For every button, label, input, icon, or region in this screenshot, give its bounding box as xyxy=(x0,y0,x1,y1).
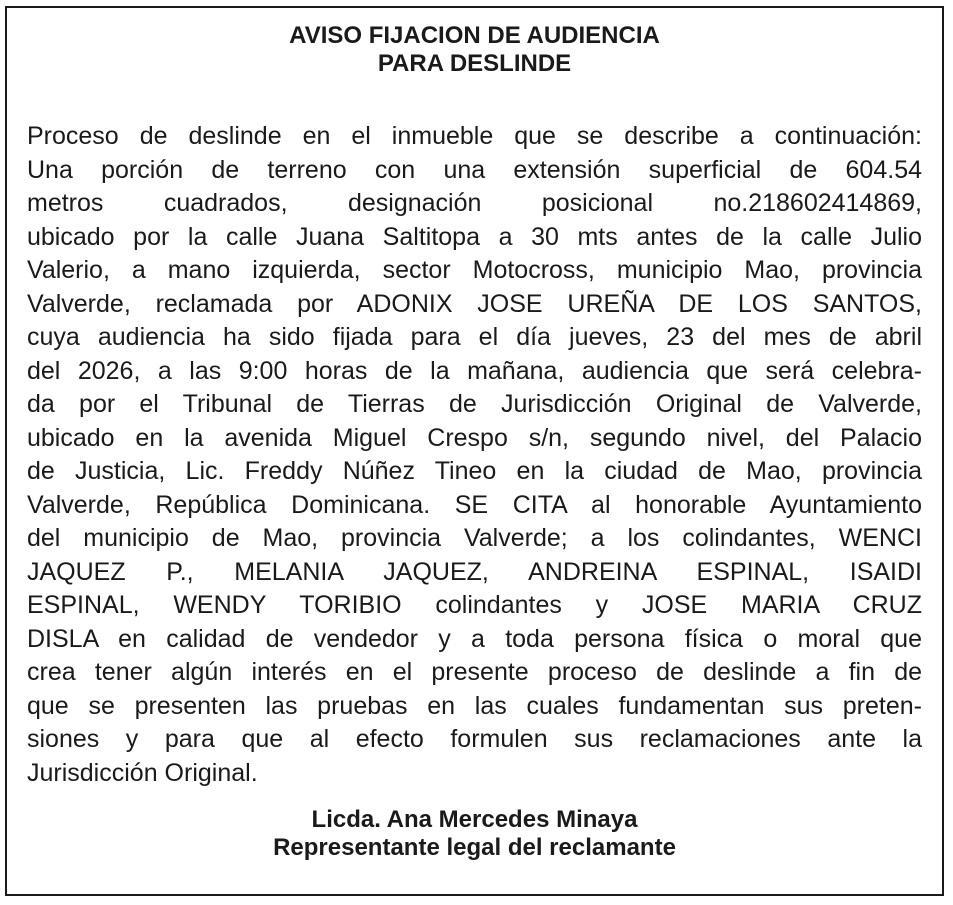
notice-body-line: Jurisdicción Original. xyxy=(27,758,258,787)
notice-title-line: AVISO FIJACION DE AUDIENCIA xyxy=(289,22,660,49)
signatory-name: Licda. Ana Mercedes Minaya xyxy=(311,806,638,833)
notice-body-line: de Justicia, Lic. Freddy Núñez Tineo en la ciudad de Mao, provincia xyxy=(27,457,922,485)
notice-body-line: JAQUEZ P., MELANIA JAQUEZ, ANDREINA ESPINAL, ISAIDI xyxy=(27,557,922,586)
legal-notice xyxy=(5,6,944,896)
notice-body xyxy=(27,120,922,790)
notice-body-line: ESPINAL, WENDY TORIBIO colindantes y JOSE MARIA CRUZ xyxy=(27,591,922,619)
notice-body-line: cuya audiencia ha sido fijada para el día jueves, 23 del mes de abril xyxy=(27,323,922,351)
notice-body-line: siones y para que al efecto formulen sus reclamaciones ante la xyxy=(27,725,922,753)
notice-title-line: PARA DESLINDE xyxy=(377,50,572,77)
signature-block xyxy=(7,806,942,862)
notice-body-line: ubicado en la avenida Miguel Crespo s/n, segundo nivel, del Palacio xyxy=(27,423,922,452)
notice-title xyxy=(7,22,942,78)
notice-body-line: Una porción de terreno con una extensión superficial de 604.54 xyxy=(27,155,922,184)
notice-body-line: del 2026, a las 9:00 horas de la mañana, audiencia que será celebra- xyxy=(27,356,922,385)
notice-body-line: Valerio, a mano izquierda, sector Motocross, municipio Mao, provincia xyxy=(27,256,922,284)
notice-body-line: ubicado por la calle Juana Saltitopa a 30 mts antes de la calle Julio xyxy=(27,222,922,251)
notice-body-line: Proceso de deslinde en el inmueble que se describe a continuación: xyxy=(27,122,922,150)
notice-body-line: crea tener algún interés en el presente proceso de deslinde a fin de xyxy=(27,658,922,686)
notice-body-line: metros cuadrados, designación posicional no.218602414869, xyxy=(27,189,922,217)
notice-body-line: Valverde, reclamada por ADONIX JOSE UREÑA DE LOS SANTOS, xyxy=(27,289,922,318)
signatory-role: Representante legal del reclamante xyxy=(273,834,676,861)
notice-body-line: que se presenten las pruebas en las cuales fundamentan sus preten- xyxy=(27,691,922,720)
notice-body-line: da por el Tribunal de Tierras de Jurisdicción Original de Valverde, xyxy=(27,390,922,418)
notice-body-line: Valverde, República Dominicana. SE CITA al honorable Ayuntamiento xyxy=(27,490,922,519)
notice-body-line: del municipio de Mao, provincia Valverde; a los colindantes, WENCI xyxy=(27,524,922,552)
notice-body-line: DISLA en calidad de vendedor y a toda persona física o moral que xyxy=(27,624,922,653)
